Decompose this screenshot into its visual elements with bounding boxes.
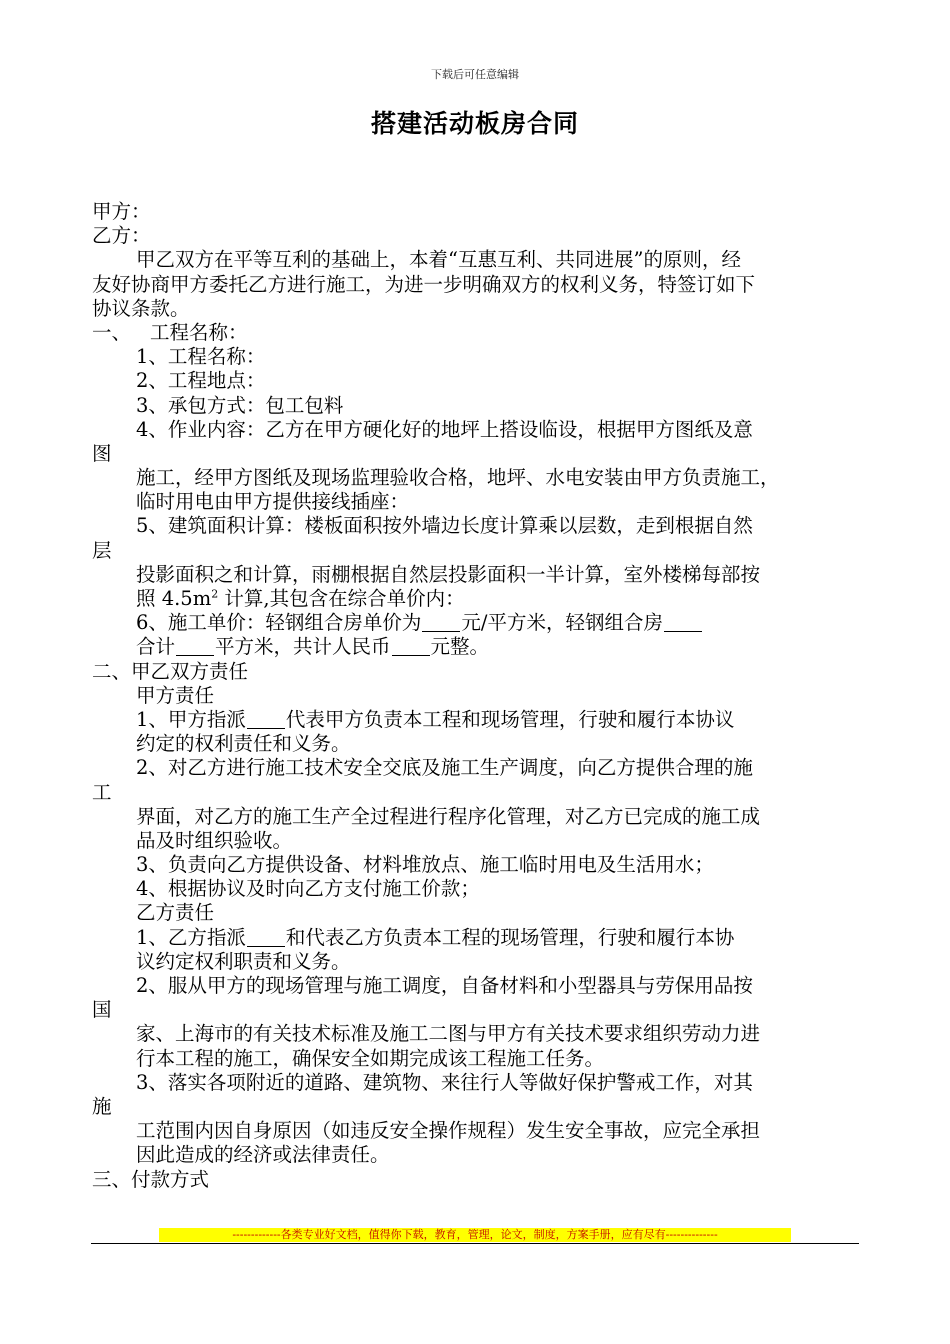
section-number: 一、 [92,320,132,344]
clause-item [92,708,862,732]
clause-continuation: 界面，对乙方的施工生产全过程进行程序化管理，对乙方已完成的施工成 [136,804,761,828]
clause-continuation: 家、上海市的有关技术标准及施工二图与甲方有关技术要求组织劳动力进 [136,1022,761,1046]
clause-item: 4、根据协议及时向乙方支付施工价款； [136,877,480,901]
fill-in-blank[interactable] [247,928,285,947]
clause-item: 3、承包方式：包工包料 [136,393,344,417]
clause-text: 1、乙方指派 [136,925,246,949]
footer-banner: -------------各类专业好文档，值得你下载，教育，管理，论文，制度，方案手册，应有尽有-------------- [159,1228,791,1242]
party-b-label: 乙方： [92,224,151,248]
fill-in-blank[interactable] [247,710,285,729]
clause-continuation: 因此造成的经济或法律责任。 [136,1143,390,1167]
party-a-label: 甲方： [92,200,151,223]
total-text: 元整。 [430,635,490,659]
area-text-tail: 计算,其包含在综合单价内： [218,587,465,610]
fill-in-blank[interactable] [176,637,214,656]
footer-divider [91,1243,859,1244]
section-1-heading [92,321,862,345]
intro-line: 甲乙双方在平等互利的基础上，本着“互惠互利、共同进展”的原则，经 [136,248,741,272]
clause-continuation: 约定的权利责任和义务。 [136,732,351,756]
clause-item: 2、服从甲方的现场管理与施工调度，自备材料和小型器具与劳保用品按 [136,974,753,997]
clause-item [92,611,862,635]
subsection-title: 乙方责任 [136,901,215,925]
section-title: 工程名称： [150,320,248,344]
fill-in-blank[interactable] [664,613,702,632]
total-text: 平方米，共计人民币 [215,635,391,659]
total-text: 合计 [136,635,176,659]
clause-continuation: 议约定权利职责和义务。 [136,949,351,973]
price-text: 元/平方米，轻钢组合房 [461,611,663,635]
section-3-heading: 三、付款方式 [92,1167,210,1191]
clause-text: 1、甲方指派 [136,707,246,731]
fill-in-blank[interactable] [422,613,460,632]
clause-item: 2、对乙方进行施工技术安全交底及施工生产调度，向乙方提供合理的施 [136,756,753,780]
header-note: 下载后可任意编辑 [431,68,519,81]
clause-item: 4、作业内容：乙方在甲方硬化好的地坪上搭设临设，根据甲方图纸及意 [136,417,753,441]
contract-body [92,200,862,1192]
price-text: 6、施工单价：轻钢组合房单价为 [136,611,422,635]
clause-continuation: 行本工程的施工，确保安全如期完成该工程施工任务。 [136,1046,605,1070]
clause-continuation [92,587,862,611]
clause-wrap: 国 [92,998,112,1022]
clause-continuation: 临时用电由甲方提供接线插座： [136,490,410,514]
section-2-heading: 二、甲乙双方责任 [92,659,249,683]
clause-continuation: 投影面积之和计算，雨棚根据自然层投影面积一半计算，室外楼梯每部按 [136,562,761,586]
clause-item: 2、工程地点： [136,369,266,393]
clause-item: 3、负责向乙方提供设备、材料堆放点、施工临时用电及生活用水； [136,853,714,877]
fill-in-blank[interactable] [392,637,430,656]
clause-item: 3、落实各项附近的道路、建筑物、来往行人等做好保护警戒工作，对其 [136,1070,753,1094]
clause-wrap: 层 [92,538,112,562]
clause-continuation [92,635,862,659]
clause-continuation: 工范围内因自身原因（如违反安全操作规程）发生安全事故，应完全承担 [136,1119,761,1143]
clause-item: 1、工程名称： [136,345,266,369]
clause-continuation: 施工，经甲方图纸及现场监理验收合格，地坪、水电安装由甲方负责施工， [136,466,780,490]
superscript-2: 2 [211,587,219,601]
subsection-title: 甲方责任 [136,683,215,707]
clause-wrap: 工 [92,780,112,804]
intro-line: 友好协商甲方委托乙方进行施工，为进一步明确双方的权利义务，特签订如下 [92,272,756,296]
clause-wrap: 施 [92,1094,112,1118]
clause-item [92,926,862,950]
clause-text: 代表甲方负责本工程和现场管理，行驶和履行本协议 [285,707,735,731]
document-title: 搭建活动板房合同 [370,109,579,138]
clause-text: 和代表乙方负责本工程的现场管理，行驶和履行本协 [285,925,735,949]
clause-item: 5、建筑面积计算：楼板面积按外墙边长度计算乘以层数，走到根据自然 [136,514,753,538]
clause-wrap: 图 [92,441,112,465]
clause-continuation: 品及时组织验收。 [136,828,293,852]
intro-line: 协议条款。 [92,296,190,320]
area-text: 照 4.5m [136,587,212,610]
